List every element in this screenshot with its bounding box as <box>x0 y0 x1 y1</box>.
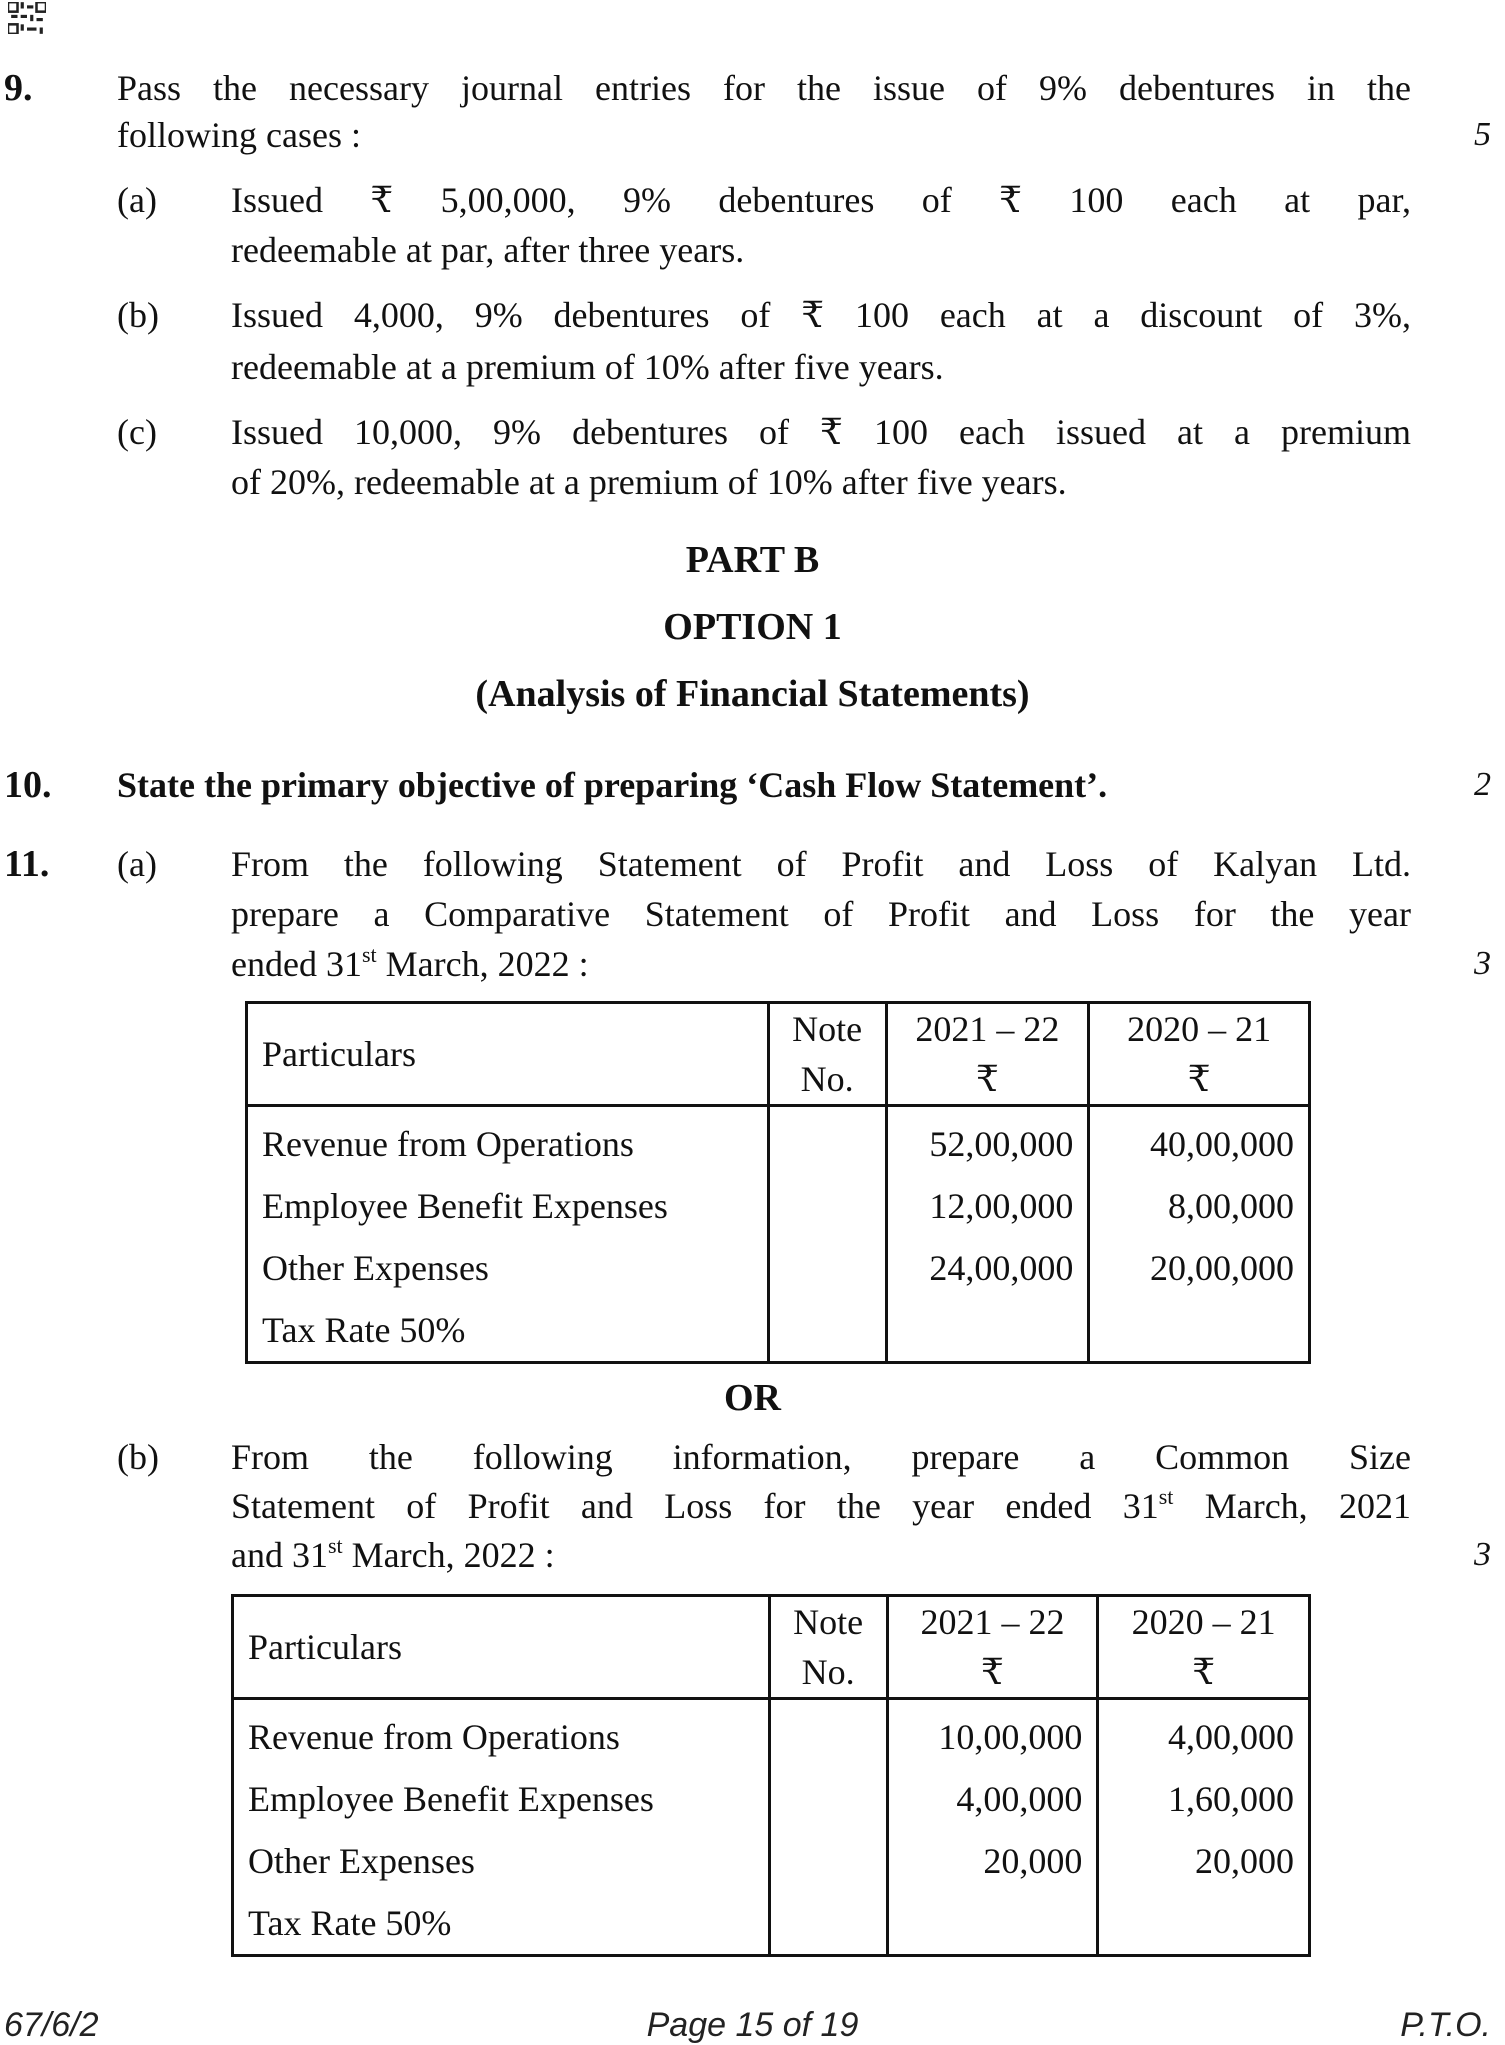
particular-cell: Other Expenses <box>247 1237 769 1299</box>
question-text: State the primary objective of preparing ‘Cash Flow Statement’. <box>117 765 1108 805</box>
table-row <box>247 1237 1310 1299</box>
pto-label: P.T.O. <box>1400 2006 1491 2044</box>
value-2020-21-cell <box>1089 1299 1310 1363</box>
header-2020-21: 2020 – 21 ₹ <box>1098 1596 1310 1699</box>
case-label: (c) <box>117 412 157 452</box>
table-row <box>247 1175 1310 1237</box>
paper-code: 67/6/2 <box>4 2006 99 2044</box>
profit-loss-table-a <box>245 1001 1311 1364</box>
value-2021-22-cell: 4,00,000 <box>887 1768 1098 1830</box>
value-2021-22-cell: 24,00,000 <box>886 1237 1089 1299</box>
question-number: 11. <box>4 843 50 885</box>
case-label: (a) <box>117 180 157 220</box>
question-text-line: prepare a Comparative Statement of Profit and Loss for the year <box>231 894 1411 934</box>
particular-cell: Revenue from Operations <box>233 1699 770 1769</box>
question-text-line: From the following Statement of Profit and Loss of Kalyan Ltd. <box>231 844 1411 884</box>
header-2021-22: 2021 – 22 ₹ <box>886 1003 1089 1106</box>
case-text-line: of 20%, redeemable at a premium of 10% after five years. <box>231 462 1067 502</box>
qr-code-icon <box>8 2 46 34</box>
value-2020-21-cell: 20,000 <box>1098 1830 1310 1892</box>
value-2020-21-cell: 40,00,000 <box>1089 1106 1310 1176</box>
particular-cell: Tax Rate 50% <box>233 1892 770 1956</box>
case-text-line: Issued ₹ 5,00,000, 9% debentures of ₹ 100 each at par, <box>231 180 1411 220</box>
header-particulars: Particulars <box>247 1003 769 1106</box>
question-number: 10. <box>4 764 52 806</box>
table-row <box>233 1699 1310 1769</box>
case-text-line: redeemable at par, after three years. <box>231 230 745 270</box>
header-note-no: Note No. <box>768 1003 886 1106</box>
or-separator: OR <box>724 1377 781 1419</box>
value-2021-22-cell <box>886 1299 1089 1363</box>
question-text-line: following cases : <box>117 115 361 155</box>
value-2021-22-cell <box>887 1892 1098 1956</box>
profit-loss-table-b <box>231 1594 1311 1957</box>
note-cell <box>768 1299 886 1363</box>
note-cell <box>769 1830 887 1892</box>
particular-cell: Revenue from Operations <box>247 1106 769 1176</box>
marks: 5 <box>1474 116 1491 153</box>
note-cell <box>768 1237 886 1299</box>
case-text-line: redeemable at a premium of 10% after five years. <box>231 347 944 387</box>
question-number: 9. <box>4 67 33 109</box>
case-label: (a) <box>117 844 157 884</box>
value-2021-22-cell: 52,00,000 <box>886 1106 1089 1176</box>
value-2020-21-cell: 4,00,000 <box>1098 1699 1310 1769</box>
question-text-line <box>231 942 589 986</box>
value-2020-21-cell <box>1098 1892 1310 1956</box>
case-label: (b) <box>117 1437 159 1477</box>
header-2020-21: 2020 – 21 ₹ <box>1089 1003 1310 1106</box>
value-2021-22-cell: 20,000 <box>887 1830 1098 1892</box>
particular-cell: Employee Benefit Expenses <box>233 1768 770 1830</box>
table-row <box>233 1830 1310 1892</box>
table-row <box>233 1768 1310 1830</box>
option-title: OPTION 1 <box>663 606 842 648</box>
value-2021-22-cell: 12,00,000 <box>886 1175 1089 1237</box>
section-subtitle: (Analysis of Financial Statements) <box>475 673 1030 715</box>
value-2020-21-cell: 20,00,000 <box>1089 1237 1310 1299</box>
note-cell <box>769 1768 887 1830</box>
table-row <box>247 1299 1310 1363</box>
particular-cell: Other Expenses <box>233 1830 770 1892</box>
superscript: st <box>361 942 377 967</box>
question-text-line: and 31st March, 2022 : <box>231 1533 555 1575</box>
header-note-no: Note No. <box>769 1596 887 1699</box>
text: March, 2022 : <box>376 944 589 984</box>
case-text-line: Issued 4,000, 9% debentures of ₹ 100 each at a discount of 3%, <box>231 295 1411 335</box>
question-text-line: Pass the necessary journal entries for the issue of 9% debentures in the <box>117 68 1411 108</box>
particular-cell: Employee Benefit Expenses <box>247 1175 769 1237</box>
question-text-line: From the following information, prepare a Common Size <box>231 1437 1411 1477</box>
note-cell <box>769 1699 887 1769</box>
particular-cell: Tax Rate 50% <box>247 1299 769 1363</box>
case-label: (b) <box>117 295 159 335</box>
case-text-line: Issued 10,000, 9% debentures of ₹ 100 each issued at a premium <box>231 412 1411 452</box>
marks: 2 <box>1474 766 1491 803</box>
table-row <box>233 1892 1310 1956</box>
value-2020-21-cell: 1,60,000 <box>1098 1768 1310 1830</box>
header-particulars: Particulars <box>233 1596 770 1699</box>
marks: 3 <box>1474 1536 1491 1573</box>
header-2021-22: 2021 – 22 ₹ <box>887 1596 1098 1699</box>
text: ended 31 <box>231 944 362 984</box>
page-number: Page 15 of 19 <box>646 2006 859 2044</box>
value-2020-21-cell: 8,00,000 <box>1089 1175 1310 1237</box>
table-row <box>247 1106 1310 1176</box>
note-cell <box>768 1106 886 1176</box>
note-cell <box>768 1175 886 1237</box>
question-text-line: Statement of Profit and Loss for the year ended 31st March, 2021 <box>231 1484 1411 1526</box>
note-cell <box>769 1892 887 1956</box>
value-2021-22-cell: 10,00,000 <box>887 1699 1098 1769</box>
marks: 3 <box>1474 945 1491 982</box>
part-title: PART B <box>685 539 820 581</box>
